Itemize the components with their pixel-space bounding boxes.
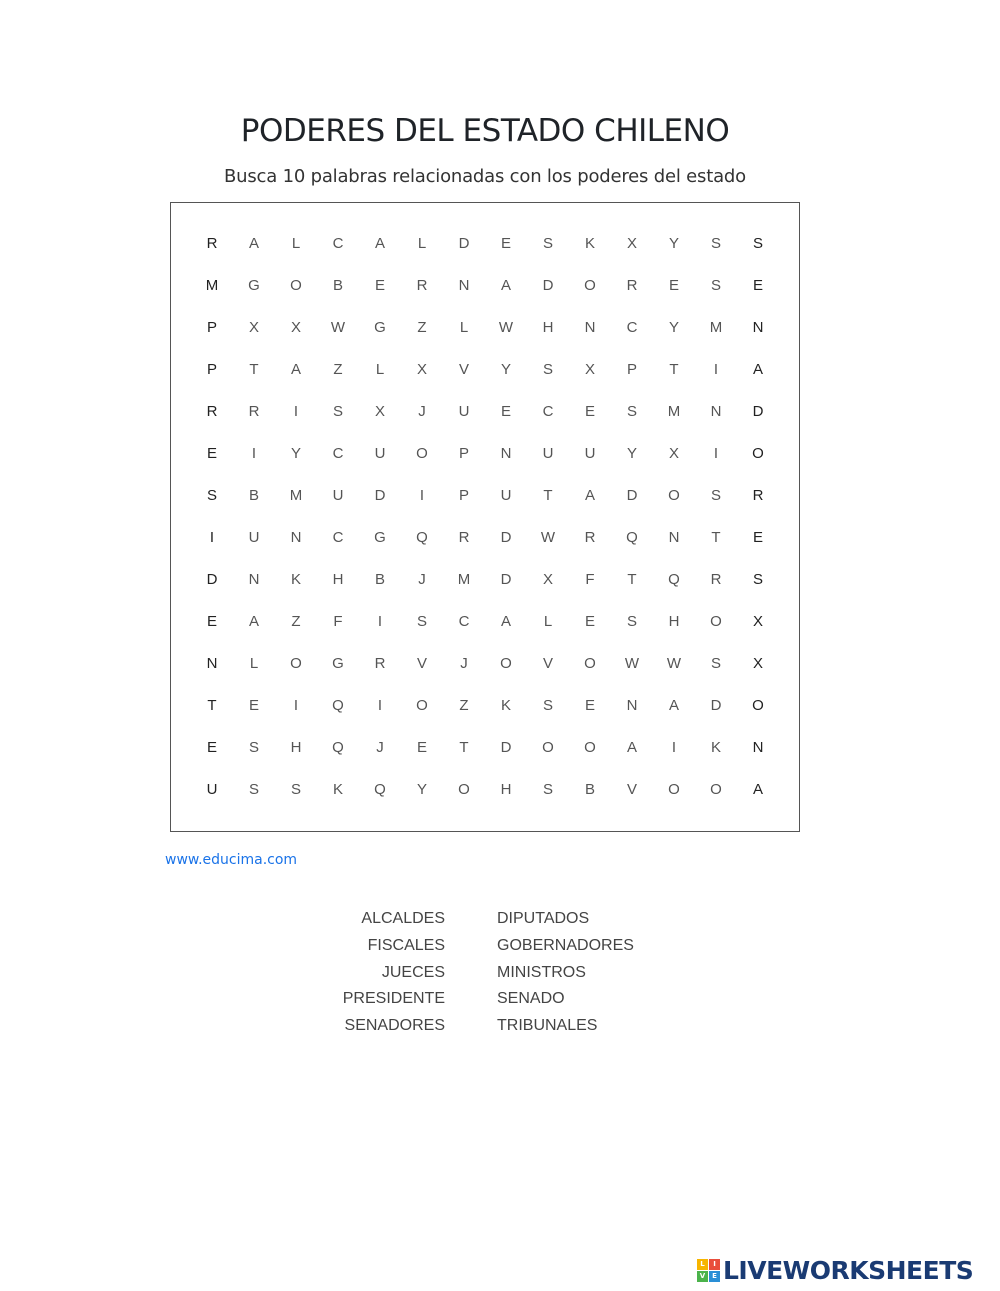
grid-letter-cell[interactable]: E — [206, 612, 217, 630]
grid-letter-cell[interactable]: S — [626, 612, 637, 630]
grid-letter-cell[interactable]: U — [332, 486, 344, 504]
grid-letter-cell[interactable]: O — [290, 654, 302, 672]
grid-letter-cell[interactable]: M — [709, 318, 723, 336]
liveworksheets-brand[interactable] — [697, 1255, 973, 1285]
grid-letter-cell[interactable]: U — [458, 402, 470, 420]
page-title: PODERES DEL ESTADO CHILENO — [240, 113, 730, 149]
grid-letter-cell[interactable]: S — [710, 654, 721, 672]
grid-letter-cell[interactable]: X — [752, 654, 763, 672]
grid-letter-cell[interactable]: J — [460, 654, 468, 672]
word-list-item: PRESIDENTE — [342, 990, 445, 1008]
grid-letter-cell[interactable]: V — [458, 360, 469, 378]
grid-letter-cell[interactable]: I — [293, 696, 299, 714]
grid-letter-cell[interactable]: H — [542, 318, 554, 336]
grid-letter-cell[interactable]: N — [752, 318, 764, 336]
grid-letter-cell[interactable]: L — [459, 318, 469, 336]
grid-letter-cell[interactable]: S — [248, 738, 259, 756]
grid-letter-cell[interactable]: A — [752, 360, 763, 378]
grid-letter-cell[interactable]: Q — [374, 780, 386, 798]
grid-letter-cell[interactable]: S — [710, 486, 721, 504]
word-list-item: FISCALES — [367, 936, 445, 954]
grid-letter-cell[interactable]: O — [710, 612, 722, 630]
grid-letter-cell[interactable]: D — [542, 276, 554, 294]
word-list-item: TRIBUNALES — [497, 1017, 598, 1035]
grid-letter-cell[interactable]: D — [500, 570, 512, 588]
grid-letter-cell[interactable]: U — [248, 528, 260, 546]
grid-letter-cell[interactable]: C — [332, 528, 344, 546]
grid-letter-cell[interactable]: X — [752, 612, 763, 630]
grid-letter-cell[interactable]: W — [540, 528, 556, 546]
grid-letter-cell[interactable]: I — [419, 486, 425, 504]
word-search-grid — [191, 222, 779, 810]
grid-letter-cell[interactable]: S — [248, 780, 259, 798]
grid-letter-cell[interactable]: W — [666, 654, 682, 672]
grid-letter-cell[interactable]: B — [584, 780, 595, 798]
grid-letter-cell[interactable]: K — [584, 234, 595, 252]
grid-letter-cell[interactable]: H — [332, 570, 344, 588]
grid-letter-cell[interactable]: E — [752, 528, 763, 546]
grid-letter-cell[interactable]: T — [543, 486, 553, 504]
grid-letter-cell[interactable]: F — [585, 570, 595, 588]
word-list-left — [300, 909, 445, 1043]
grid-letter-cell[interactable]: U — [542, 444, 554, 462]
grid-letter-cell[interactable]: D — [458, 234, 470, 252]
grid-letter-cell[interactable]: O — [668, 486, 680, 504]
grid-letter-cell[interactable]: U — [584, 444, 596, 462]
word-list-item: ALCALDES — [361, 910, 445, 927]
grid-letter-cell[interactable]: R — [752, 486, 764, 504]
grid-letter-cell[interactable]: O — [584, 654, 596, 672]
grid-letter-cell[interactable]: D — [500, 738, 512, 756]
grid-letter-cell[interactable]: Q — [416, 528, 428, 546]
grid-letter-cell[interactable]: O — [668, 780, 680, 798]
grid-letter-cell[interactable]: Y — [290, 444, 301, 462]
grid-letter-cell[interactable]: X — [584, 360, 595, 378]
grid-letter-cell[interactable]: I — [713, 444, 719, 462]
grid-letter-cell[interactable]: A — [584, 486, 595, 504]
word-list-item: MINISTROS — [497, 963, 586, 981]
grid-letter-cell[interactable]: M — [205, 276, 219, 294]
grid-letter-cell[interactable]: I — [209, 528, 215, 546]
grid-letter-cell[interactable]: A — [248, 234, 259, 252]
grid-letter-cell[interactable]: I — [713, 360, 719, 378]
logo-square: E — [709, 1271, 720, 1282]
grid-letter-cell[interactable]: E — [374, 276, 385, 294]
grid-letter-cell[interactable]: Q — [332, 696, 344, 714]
grid-letter-cell[interactable]: L — [543, 612, 553, 630]
grid-letter-cell[interactable]: T — [207, 696, 217, 714]
grid-letter-cell[interactable]: J — [418, 570, 426, 588]
word-list-item: DIPUTADOS — [497, 910, 590, 927]
grid-letter-cell[interactable]: Y — [626, 444, 637, 462]
grid-letter-cell[interactable]: L — [417, 234, 427, 252]
grid-letter-cell[interactable]: S — [542, 780, 553, 798]
grid-letter-cell[interactable]: V — [542, 654, 553, 672]
grid-letter-cell[interactable]: D — [500, 528, 512, 546]
grid-letter-cell[interactable]: D — [626, 486, 638, 504]
word-list-item: SENADO — [497, 990, 565, 1008]
grid-letter-cell[interactable]: E — [206, 738, 217, 756]
grid-letter-cell[interactable]: L — [291, 234, 301, 252]
grid-letter-cell[interactable]: T — [669, 360, 679, 378]
grid-letter-cell[interactable]: O — [416, 444, 428, 462]
grid-letter-cell[interactable]: C — [332, 234, 344, 252]
grid-letter-cell[interactable]: E — [668, 276, 679, 294]
grid-letter-cell[interactable]: J — [418, 402, 426, 420]
grid-letter-cell[interactable]: H — [290, 738, 302, 756]
grid-letter-cell[interactable]: A — [626, 738, 637, 756]
grid-letter-cell[interactable]: S — [626, 402, 637, 420]
grid-letter-cell[interactable]: E — [206, 444, 217, 462]
grid-letter-cell[interactable]: I — [293, 402, 299, 420]
grid-letter-cell[interactable]: Y — [416, 780, 427, 798]
grid-letter-cell[interactable]: A — [248, 612, 259, 630]
grid-letter-cell[interactable]: E — [584, 696, 595, 714]
grid-letter-cell[interactable]: Z — [291, 612, 301, 630]
grid-letter-cell[interactable]: S — [416, 612, 427, 630]
grid-letter-cell[interactable]: R — [416, 276, 428, 294]
grid-letter-cell[interactable]: T — [627, 570, 637, 588]
grid-letter-cell[interactable]: P — [626, 360, 637, 378]
grid-letter-cell[interactable]: F — [333, 612, 343, 630]
grid-letter-cell[interactable]: K — [290, 570, 301, 588]
grid-letter-cell[interactable]: Q — [626, 528, 638, 546]
grid-letter-cell[interactable]: D — [710, 696, 722, 714]
grid-letter-cell[interactable]: S — [752, 570, 763, 588]
grid-letter-cell[interactable]: N — [248, 570, 260, 588]
grid-letter-cell[interactable]: S — [710, 276, 721, 294]
grid-letter-cell[interactable]: D — [206, 570, 218, 588]
grid-letter-cell[interactable]: O — [752, 444, 764, 462]
grid-letter-cell[interactable]: N — [710, 402, 722, 420]
grid-letter-cell[interactable]: R — [206, 234, 218, 252]
grid-letter-cell[interactable]: O — [290, 276, 302, 294]
grid-letter-cell[interactable]: W — [498, 318, 514, 336]
grid-letter-cell[interactable]: M — [667, 402, 681, 420]
word-list-item: GOBERNADORES — [497, 936, 634, 954]
grid-letter-cell[interactable]: K — [332, 780, 343, 798]
grid-letter-cell[interactable]: Q — [668, 570, 680, 588]
grid-letter-cell[interactable]: S — [542, 234, 553, 252]
grid-letter-cell[interactable]: D — [752, 402, 764, 420]
grid-letter-cell[interactable]: B — [374, 570, 385, 588]
grid-letter-cell[interactable]: Z — [333, 360, 343, 378]
grid-letter-cell[interactable]: W — [624, 654, 640, 672]
grid-letter-cell[interactable]: R — [206, 402, 218, 420]
grid-letter-cell[interactable]: H — [500, 780, 512, 798]
grid-letter-cell[interactable]: O — [458, 780, 470, 798]
grid-letter-cell[interactable]: A — [500, 276, 511, 294]
grid-letter-cell[interactable]: C — [332, 444, 344, 462]
grid-letter-cell[interactable]: O — [416, 696, 428, 714]
grid-letter-cell[interactable]: G — [374, 318, 386, 336]
grid-letter-cell[interactable]: N — [206, 654, 218, 672]
grid-letter-cell[interactable]: P — [458, 444, 469, 462]
grid-letter-cell[interactable]: C — [626, 318, 638, 336]
grid-letter-cell[interactable]: M — [289, 486, 303, 504]
grid-letter-cell[interactable]: Y — [668, 318, 679, 336]
grid-letter-cell[interactable]: N — [500, 444, 512, 462]
grid-letter-cell[interactable]: Z — [459, 696, 469, 714]
grid-letter-cell[interactable]: I — [377, 696, 383, 714]
grid-letter-cell[interactable]: R — [374, 654, 386, 672]
grid-letter-cell[interactable]: E — [248, 696, 259, 714]
grid-letter-cell[interactable]: X — [248, 318, 259, 336]
grid-letter-cell[interactable]: K — [710, 738, 721, 756]
grid-letter-cell[interactable]: P — [206, 360, 217, 378]
grid-letter-cell[interactable]: T — [459, 738, 469, 756]
grid-letter-cell[interactable]: G — [374, 528, 386, 546]
grid-letter-cell[interactable]: U — [500, 486, 512, 504]
grid-letter-cell[interactable]: N — [290, 528, 302, 546]
grid-letter-cell[interactable]: B — [332, 276, 343, 294]
grid-letter-cell[interactable]: X — [668, 444, 679, 462]
grid-letter-cell[interactable]: N — [752, 738, 764, 756]
grid-letter-cell[interactable]: X — [626, 234, 637, 252]
grid-letter-cell[interactable]: H — [668, 612, 680, 630]
grid-letter-cell[interactable]: G — [248, 276, 260, 294]
grid-letter-cell[interactable]: L — [249, 654, 259, 672]
grid-letter-cell[interactable]: E — [500, 234, 511, 252]
grid-letter-cell[interactable]: I — [671, 738, 677, 756]
word-list-item: SENADORES — [344, 1017, 445, 1035]
grid-letter-cell[interactable]: B — [248, 486, 259, 504]
grid-letter-cell[interactable]: V — [626, 780, 637, 798]
grid-letter-cell[interactable]: O — [584, 276, 596, 294]
word-list-item: JUECES — [381, 963, 445, 981]
grid-letter-cell[interactable]: T — [249, 360, 259, 378]
grid-letter-cell[interactable]: E — [500, 402, 511, 420]
grid-letter-cell[interactable]: N — [668, 528, 680, 546]
grid-letter-cell[interactable]: X — [542, 570, 553, 588]
grid-letter-cell[interactable]: X — [416, 360, 427, 378]
grid-letter-cell[interactable]: M — [457, 570, 471, 588]
page-subtitle: Busca 10 palabras relacionadas con los poderes del estado — [224, 166, 746, 187]
grid-letter-cell[interactable]: S — [332, 402, 343, 420]
grid-letter-cell[interactable]: C — [542, 402, 554, 420]
grid-letter-cell[interactable]: U — [206, 780, 218, 798]
grid-letter-cell[interactable]: C — [458, 612, 470, 630]
grid-letter-cell[interactable]: A — [752, 780, 763, 798]
brand-name: LIVEWORKSHEETS — [723, 1255, 974, 1285]
grid-letter-cell[interactable]: S — [542, 696, 553, 714]
grid-letter-cell[interactable]: O — [500, 654, 512, 672]
grid-letter-cell[interactable]: S — [542, 360, 553, 378]
grid-letter-cell[interactable]: N — [626, 696, 638, 714]
grid-letter-cell[interactable]: S — [710, 234, 721, 252]
grid-letter-cell[interactable]: N — [584, 318, 596, 336]
grid-letter-cell[interactable]: E — [416, 738, 427, 756]
grid-letter-cell[interactable]: R — [584, 528, 596, 546]
grid-letter-cell[interactable]: A — [374, 234, 385, 252]
grid-letter-cell[interactable]: T — [711, 528, 721, 546]
logo-square: L — [697, 1259, 708, 1270]
grid-letter-cell[interactable]: U — [374, 444, 386, 462]
grid-letter-cell[interactable]: V — [416, 654, 427, 672]
grid-letter-cell[interactable]: Y — [500, 360, 511, 378]
word-list-right — [497, 909, 634, 1043]
grid-letter-cell[interactable]: E — [584, 402, 595, 420]
grid-letter-cell[interactable]: I — [251, 444, 257, 462]
grid-letter-cell[interactable]: E — [584, 612, 595, 630]
grid-letter-cell[interactable]: Y — [668, 234, 679, 252]
grid-letter-cell[interactable]: N — [458, 276, 470, 294]
grid-letter-cell[interactable]: J — [376, 738, 384, 756]
grid-letter-cell[interactable]: R — [248, 402, 260, 420]
grid-letter-cell[interactable]: Z — [417, 318, 427, 336]
grid-letter-cell[interactable]: X — [290, 318, 301, 336]
grid-letter-cell[interactable]: P — [458, 486, 469, 504]
grid-letter-cell[interactable]: S — [290, 780, 301, 798]
grid-letter-cell[interactable]: R — [458, 528, 470, 546]
grid-letter-cell[interactable]: A — [668, 696, 679, 714]
logo-square: V — [697, 1271, 708, 1282]
grid-letter-cell[interactable]: D — [374, 486, 386, 504]
grid-letter-cell[interactable]: R — [626, 276, 638, 294]
grid-letter-cell[interactable]: S — [752, 234, 763, 252]
grid-letter-cell[interactable]: K — [500, 696, 511, 714]
grid-letter-cell[interactable]: L — [375, 360, 385, 378]
grid-letter-cell[interactable]: G — [332, 654, 344, 672]
logo-square: I — [709, 1259, 720, 1270]
liveworksheets-logo-icon — [697, 1259, 720, 1282]
grid-letter-cell[interactable]: R — [710, 570, 722, 588]
source-link[interactable]: www.educima.com — [165, 852, 298, 868]
grid-letter-cell[interactable]: O — [752, 696, 764, 714]
grid-letter-cell[interactable]: P — [206, 318, 217, 336]
grid-letter-cell[interactable]: A — [290, 360, 301, 378]
grid-letter-cell[interactable]: A — [500, 612, 511, 630]
grid-letter-cell[interactable]: W — [330, 318, 346, 336]
grid-letter-cell[interactable]: E — [752, 276, 763, 294]
grid-letter-cell[interactable]: X — [374, 402, 385, 420]
grid-letter-cell[interactable]: S — [206, 486, 217, 504]
grid-letter-cell[interactable]: O — [584, 738, 596, 756]
grid-letter-cell[interactable]: I — [377, 612, 383, 630]
grid-letter-cell[interactable]: O — [542, 738, 554, 756]
grid-letter-cell[interactable]: O — [710, 780, 722, 798]
grid-letter-cell[interactable]: Q — [332, 738, 344, 756]
